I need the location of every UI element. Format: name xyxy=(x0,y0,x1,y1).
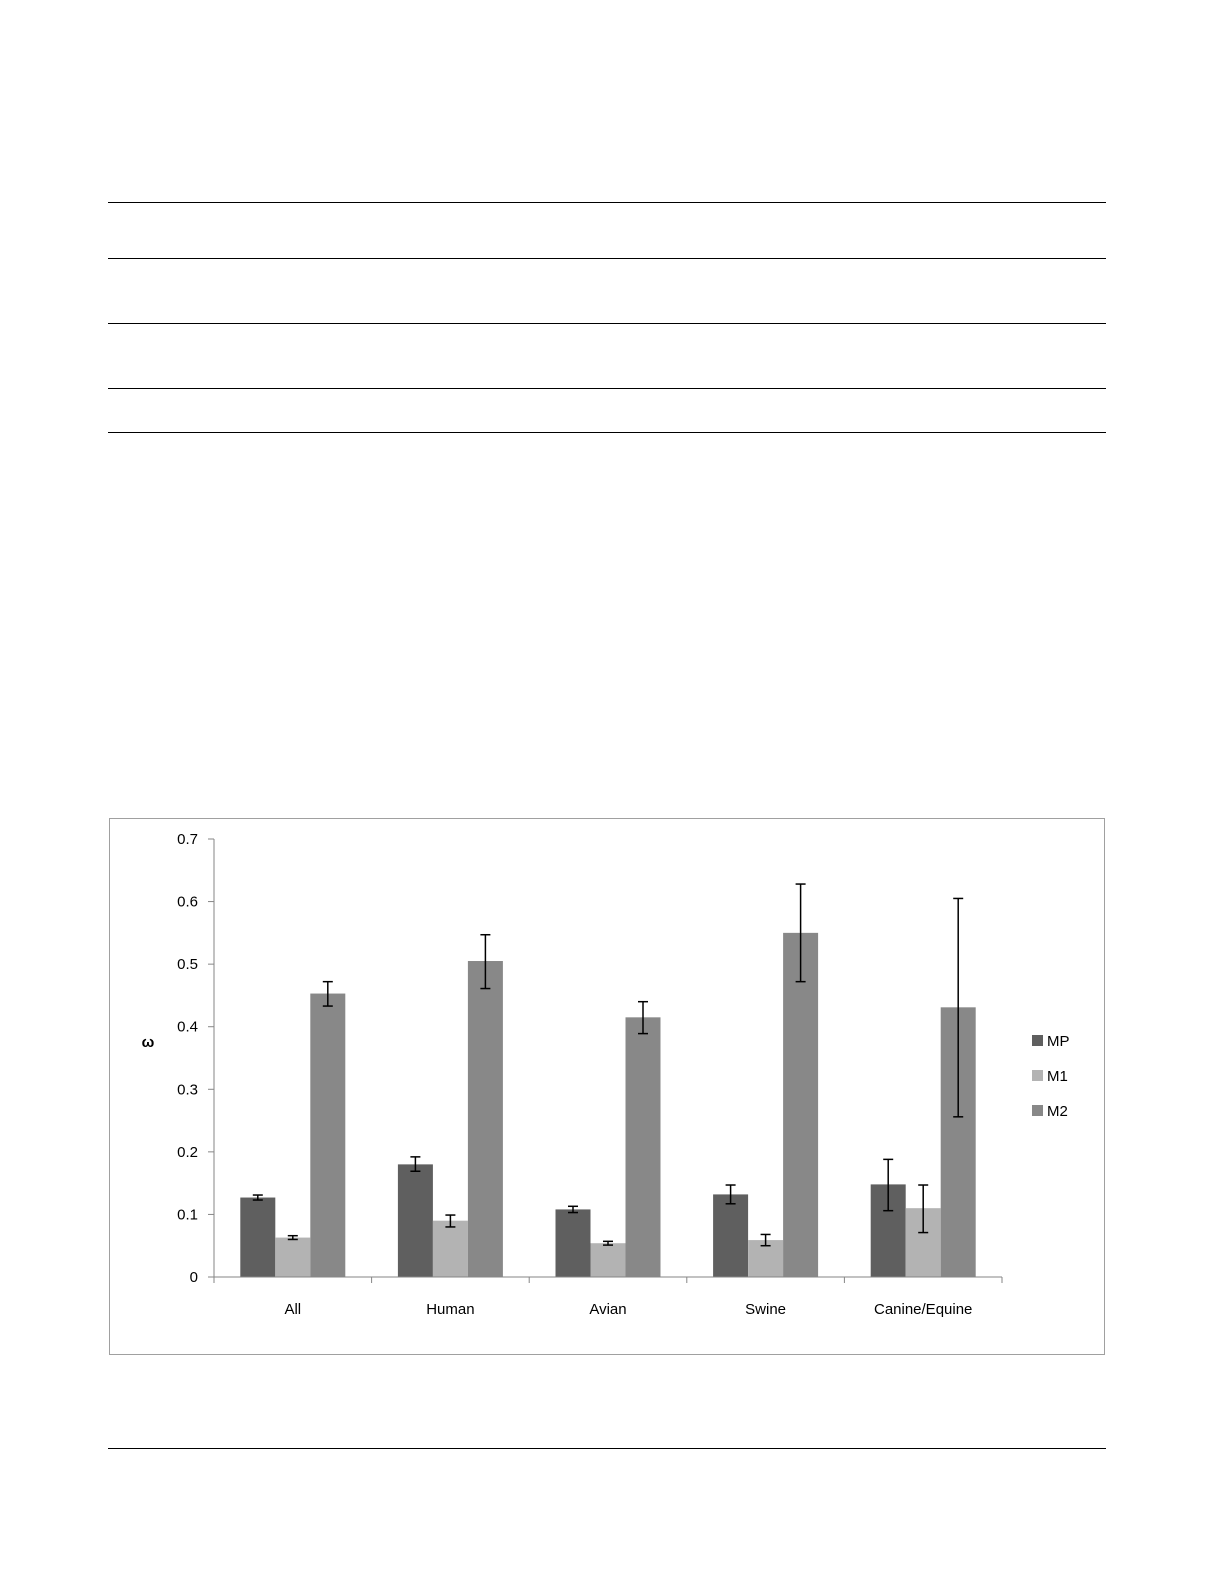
table-rule xyxy=(108,388,1106,389)
bar-mp-avian xyxy=(556,1209,591,1277)
bar-m2-avian xyxy=(626,1017,661,1277)
table-rule xyxy=(108,258,1106,259)
legend-label: MP xyxy=(1047,1033,1070,1050)
footer-rule xyxy=(108,1448,1106,1449)
bar-m1-all xyxy=(275,1238,310,1277)
y-tick-label: 0.7 xyxy=(177,831,198,848)
x-tick-label: Canine/Equine xyxy=(873,1301,973,1318)
bars-layer xyxy=(240,933,975,1277)
bar-m1-human xyxy=(433,1221,468,1277)
bar-m2-human xyxy=(468,961,503,1277)
y-tick-label: 0.2 xyxy=(177,1143,198,1161)
legend-swatch xyxy=(1032,1035,1043,1046)
legend-swatch xyxy=(1032,1070,1043,1081)
legend-item-m2 xyxy=(1032,1103,1068,1120)
bar-m2-all xyxy=(310,994,345,1277)
bar-mp-swine xyxy=(713,1194,748,1277)
table-rule xyxy=(108,432,1106,433)
x-tick-label: Avian xyxy=(589,1301,627,1318)
x-tick-label: Human xyxy=(426,1301,475,1318)
chart-frame xyxy=(109,818,1105,1355)
bar-mp-human xyxy=(398,1164,433,1277)
y-tick-label: 0.1 xyxy=(177,1206,198,1224)
bar-m2-swine xyxy=(783,933,818,1277)
y-tick-label: 0.3 xyxy=(177,1081,198,1099)
bar-m1-avian xyxy=(591,1243,626,1277)
x-tick-label: Swine xyxy=(745,1301,787,1318)
table-rule xyxy=(108,323,1106,324)
legend-item-mp xyxy=(1032,1033,1070,1050)
bar-chart xyxy=(110,819,1104,1354)
y-tick-label: 0.4 xyxy=(177,1018,198,1036)
x-tick-label: All xyxy=(284,1301,302,1318)
bar-mp-all xyxy=(240,1198,275,1277)
y-tick-label: 0.6 xyxy=(177,893,198,911)
table-rule xyxy=(108,202,1106,203)
legend-label: M1 xyxy=(1047,1068,1068,1085)
y-axis-label: ω xyxy=(141,1034,155,1051)
legend-item-m1 xyxy=(1032,1068,1068,1085)
y-tick-label: 0 xyxy=(189,1269,198,1286)
legend-swatch xyxy=(1032,1105,1043,1116)
legend xyxy=(1032,1033,1070,1120)
y-tick-label: 0.5 xyxy=(177,956,198,974)
error-bars-layer xyxy=(253,884,963,1246)
legend-label: M2 xyxy=(1047,1103,1068,1120)
